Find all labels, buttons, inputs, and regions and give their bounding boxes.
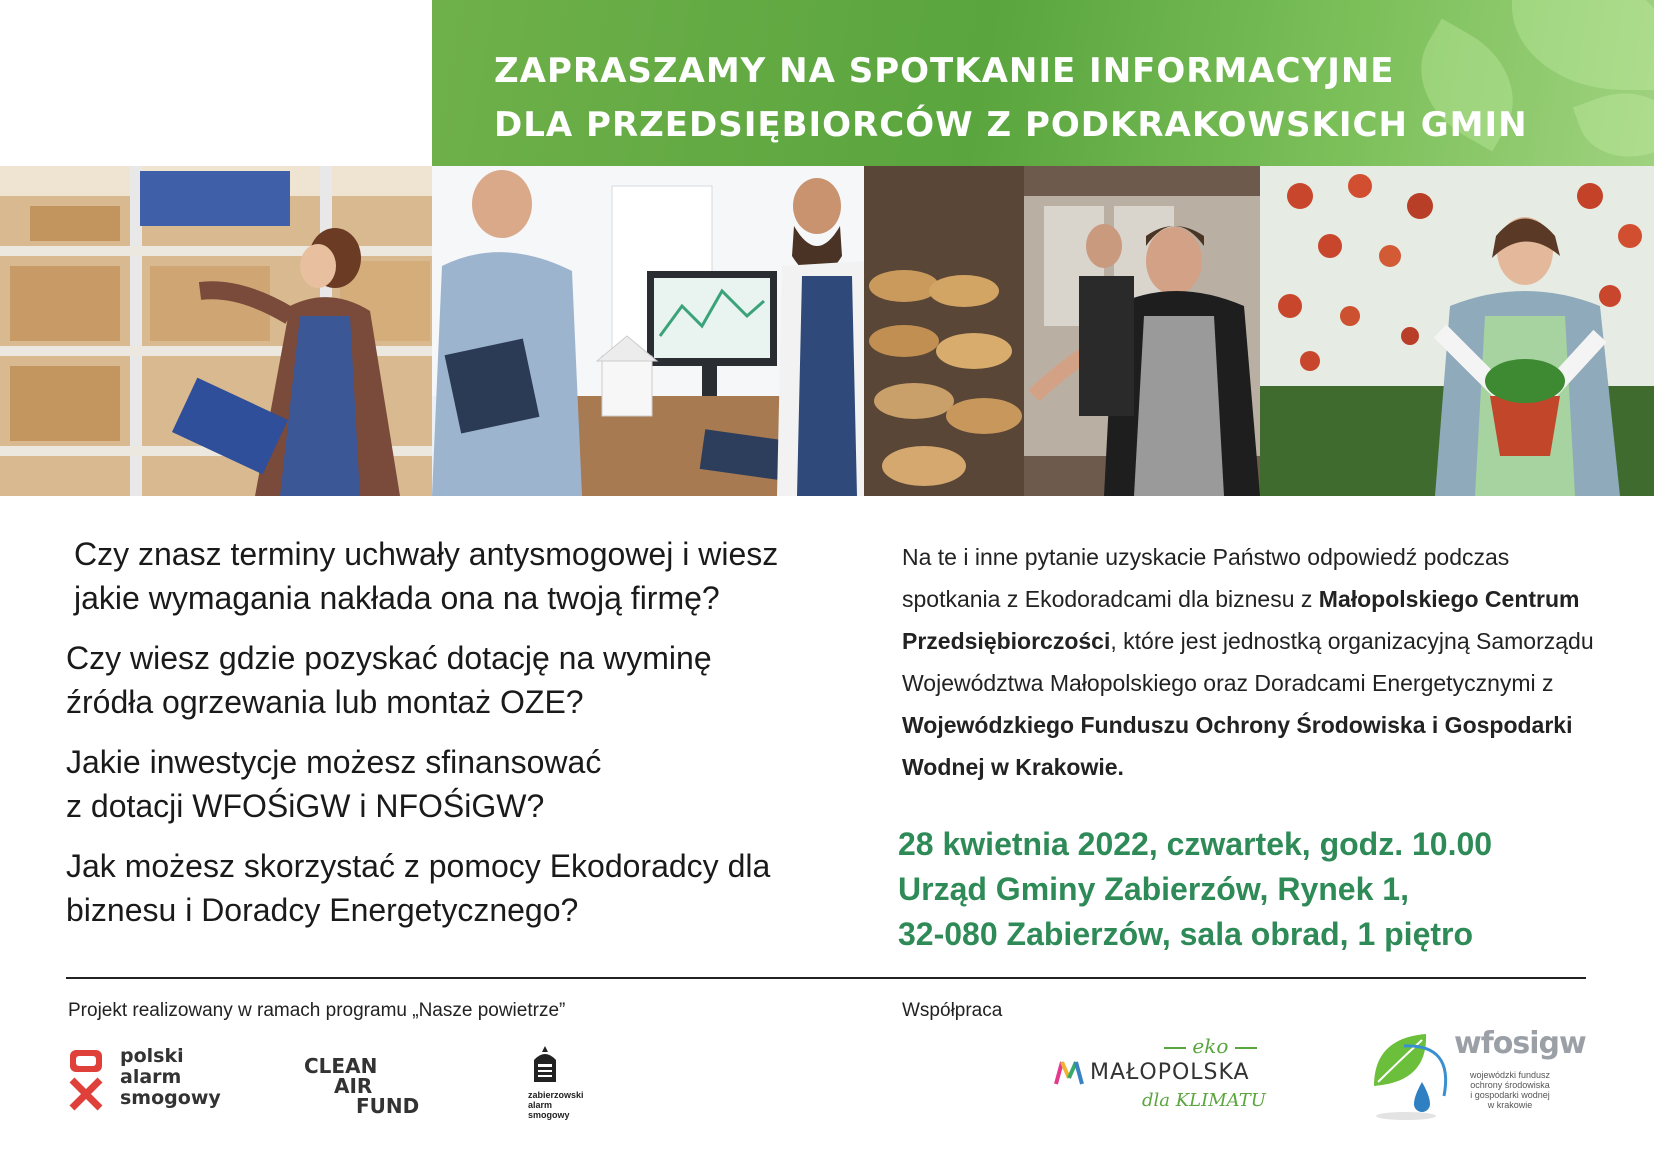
photo-warehouse	[0, 166, 432, 496]
photo-office	[432, 166, 864, 496]
question-2	[66, 636, 866, 724]
zas-word-1: zabierzowski	[528, 1090, 584, 1100]
event-room: 32-080 Zabierzów, sala obrad, 1 piętro	[898, 916, 1474, 952]
info-org-mcp: Małopolskiego Centrum Przedsiębiorczości	[902, 586, 1580, 654]
event-date: 28 kwietnia 2022, czwartek, godz. 10.00	[898, 826, 1493, 862]
question-4-line-2: biznesu i Doradcy Energetycznego?	[66, 892, 579, 928]
info-org-wfos: Wojewódzkiego Funduszu Ochrony Środowiska i Gospodarki Wodnej w Krakowie.	[902, 712, 1573, 780]
leaf-decoration	[1573, 77, 1654, 166]
question-1	[74, 532, 866, 620]
leaf-decoration	[1512, 0, 1654, 90]
question-1-line-1: Czy znasz terminy uchwały antysmogowej i wiesz	[74, 536, 779, 572]
page-title	[494, 44, 1528, 152]
zas-word-3: smogowy	[528, 1110, 570, 1120]
wfosigw-sub-3: i gospodarki wodnej	[1470, 1090, 1550, 1100]
wfosigw-subtitle	[1456, 1070, 1564, 1110]
info-text-1: Na te i inne pytanie uzyskacie Państwo odpowiedź podczas spotkania z Ekodoradcami dla biznesu z	[902, 544, 1510, 612]
footer-divider	[66, 977, 1586, 979]
wfosigw-sub-2: ochrony środowiska	[1470, 1080, 1550, 1090]
question-1-line-2: jakie wymagania nakłada ona na twoją firmę?	[74, 580, 720, 616]
title-line-2: DLA PRZEDSIĘBIORCÓW Z PODKRAKOWSKICH GMIN	[494, 105, 1528, 145]
cooperation-label: Współpraca	[902, 1000, 1003, 1021]
question-2-line-2: źródła ogrzewania lub montaż OZE?	[66, 684, 584, 720]
caf-word-3: FUND	[356, 1094, 420, 1118]
question-4-line-1: Jak możesz skorzystać z pomocy Ekodoradcy dla	[66, 848, 771, 884]
knight-helmet-icon	[530, 1044, 560, 1088]
dla-klimatu-text: dla KLIMATU	[1142, 1090, 1266, 1111]
leaf-drop-icon	[1364, 1026, 1454, 1122]
info-paragraph	[902, 536, 1602, 788]
question-3-line-1: Jakie inwestycje możesz sfinansować	[66, 744, 602, 780]
title-line-1: ZAPRASZAMY NA SPOTKANIE INFORMACYJNE	[494, 51, 1395, 91]
wfosigw-sub-4: w krakowie	[1487, 1100, 1533, 1110]
pas-mark-icon	[68, 1048, 104, 1112]
info-text-2: , które jest jednostką organizacyjną Samorządu Województwa Małopolskiego oraz Doradcami Energetycznymi z	[902, 628, 1594, 696]
photo-bakery	[864, 166, 1260, 496]
photo-greenhouse	[1260, 166, 1654, 496]
logo-zabierzowski-alarm-smogowy	[528, 1044, 608, 1122]
header-banner	[432, 0, 1654, 166]
caf-word-2: AIR	[334, 1074, 373, 1098]
malopolska-m-icon	[1054, 1060, 1084, 1086]
project-label: Projekt realizowany w ramach programu „Nasze powietrze”	[68, 1000, 566, 1021]
malopolska-text: MAŁOPOLSKA	[1090, 1060, 1250, 1085]
event-address: Urząd Gminy Zabierzów, Rynek 1,	[898, 871, 1409, 907]
question-3	[66, 740, 866, 828]
caf-word-1: CLEAN	[304, 1054, 378, 1078]
zas-word-2: alarm	[528, 1100, 553, 1110]
wfosigw-sub-1: wojewódzki fundusz	[1469, 1070, 1551, 1080]
pas-word-1: polski	[120, 1045, 184, 1067]
logo-polski-alarm-smogowy	[68, 1046, 228, 1116]
question-3-line-2: z dotacji WFOŚiGW i NFOŚiGW?	[66, 788, 545, 824]
pas-word-3: smogowy	[120, 1087, 221, 1109]
logo-wfosigw	[1364, 1026, 1586, 1122]
question-4	[66, 844, 866, 932]
pas-word-2: alarm	[120, 1066, 182, 1088]
question-2-line-1: Czy wiesz gdzie pozyskać dotację na wyminę	[66, 640, 712, 676]
logo-eko-malopolska	[1054, 1034, 1274, 1114]
photo-strip	[0, 166, 1654, 496]
wfosigw-name: wfosigw	[1454, 1026, 1586, 1061]
questions-section	[66, 532, 866, 948]
logo-clean-air-fund	[304, 1054, 420, 1118]
eko-script-text: eko	[1164, 1034, 1257, 1058]
event-details	[898, 822, 1638, 957]
